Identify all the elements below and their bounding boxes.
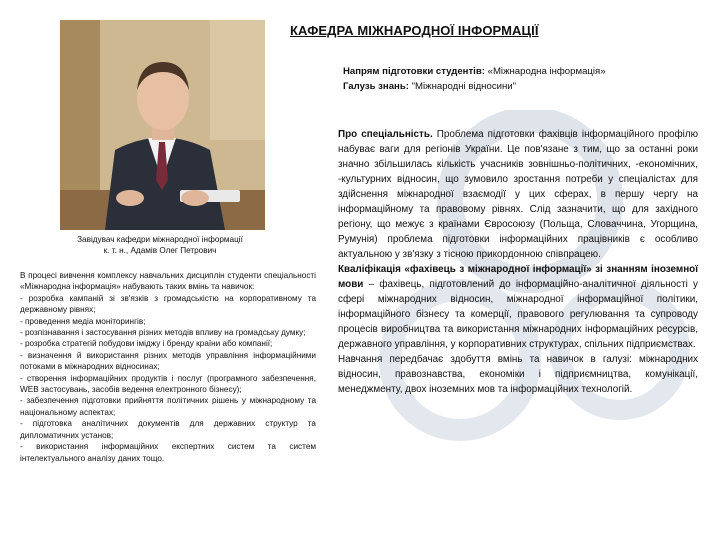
photo-caption <box>20 234 300 256</box>
qualification-text: – фахівець, підготовлений до інформаційно-аналітичної діяльності у сфері міжнародних відносин, міжнародної інформаційної політики, інформаційного бізнесу та комерції, правового регулювання та супроводу процесів виробництва та використання міжнародних інформаційних ресурсів, державного управління, у корпоративних структурах, спільних підприємствах. <box>338 279 698 350</box>
list-item: - забезпечення підготовки прийняття політичних рішень у міжнародному та національному аспектах; <box>20 396 316 417</box>
field-label: Галузь знань: <box>343 81 409 92</box>
about-text: Проблема підготовки фахівців інформаційного профілю набуває ваги для регіонів України. Це пов'язане з тим, що за останні роки значно збільшилась кількість учасників зовнішньо-політичних, -економічних, -культурних відносин, що зумовило зростання потреби у спеціалістах для здійснення міжнародної взаємодії у цих сферах, в першу чергу на інформаційному та правовому рівнях. Слід зазначити, що для західного регіону, що межує з країнами Євросоюзу (Польща, Словаччина, Угорщина, Румунія) проблема підготовки інформаційних працівників є особливо актуальною у зв'язку з тісною прикордонною співпрацею. <box>338 129 698 260</box>
field-value: "Міжнародні відносини" <box>411 81 517 92</box>
qualification-label: Кваліфікація «фахівець з міжнародної інформації» зі знанням іноземної мови <box>338 264 698 290</box>
direction-label: Напрям підготовки студентів: <box>343 66 485 77</box>
field-line <box>343 79 703 94</box>
skills-list-section <box>20 270 316 464</box>
head-of-department-photo <box>60 20 265 230</box>
list-item: - визначення й використання різних методів управління інформаційними потоками в міжнародних відносинах; <box>20 350 316 372</box>
about-paragraph <box>338 127 698 262</box>
about-label: Про спеціальність. <box>338 129 433 140</box>
direction-line <box>343 64 703 79</box>
training-paragraph: Навчання передбачає здобуття вмінь та навичок в галузі: міжнародних відносин, правознавства, економіки і підприємництва, комунікації, менеджменту, двох іноземних мов та інформаційних технологій. <box>338 354 698 395</box>
caption-position: Завідувач кафедри міжнародної інформації <box>77 235 243 244</box>
list-item: - розробка стратегій побудови іміджу і бренду країни або компанії; <box>20 339 273 349</box>
list-item: - використання інформаційних експертних систем та систем інтелектуального аналізу даних тощо. <box>20 442 316 463</box>
specialty-description <box>338 127 698 397</box>
page-title: КАФЕДРА МІЖНАРОДНОЇ ІНФОРМАЦІЇ <box>290 23 539 38</box>
direction-value: «Міжнародна інформація» <box>487 66 606 77</box>
qualification-paragraph <box>338 262 698 352</box>
skills-intro: В процесі вивчення комплексу навчальних дисциплін студенти спеціальності «Міжнародна інформація» набувають таких вмінь та навичок: <box>20 271 316 292</box>
list-item: - підготовка аналітичних документів для державних структур та дипломатичних установ; <box>20 419 316 440</box>
list-item: - створення інформаційних продуктів і послуг (програмного забезпечення, WEB застосувань, засобів ведення електронного бізнесу); <box>20 373 316 395</box>
caption-name: к. т. н., Адамів Олег Петрович <box>103 246 217 255</box>
list-item: - розпізнавання і застосування різних методів впливу на громадську думку; <box>20 328 306 338</box>
list-item: - проведення медіа моніторингів; <box>20 316 146 326</box>
list-item: - розробка кампаній зі зв'язків з громадськістю на корпоративному та державному рівнях; <box>20 293 316 315</box>
program-info <box>343 64 703 94</box>
